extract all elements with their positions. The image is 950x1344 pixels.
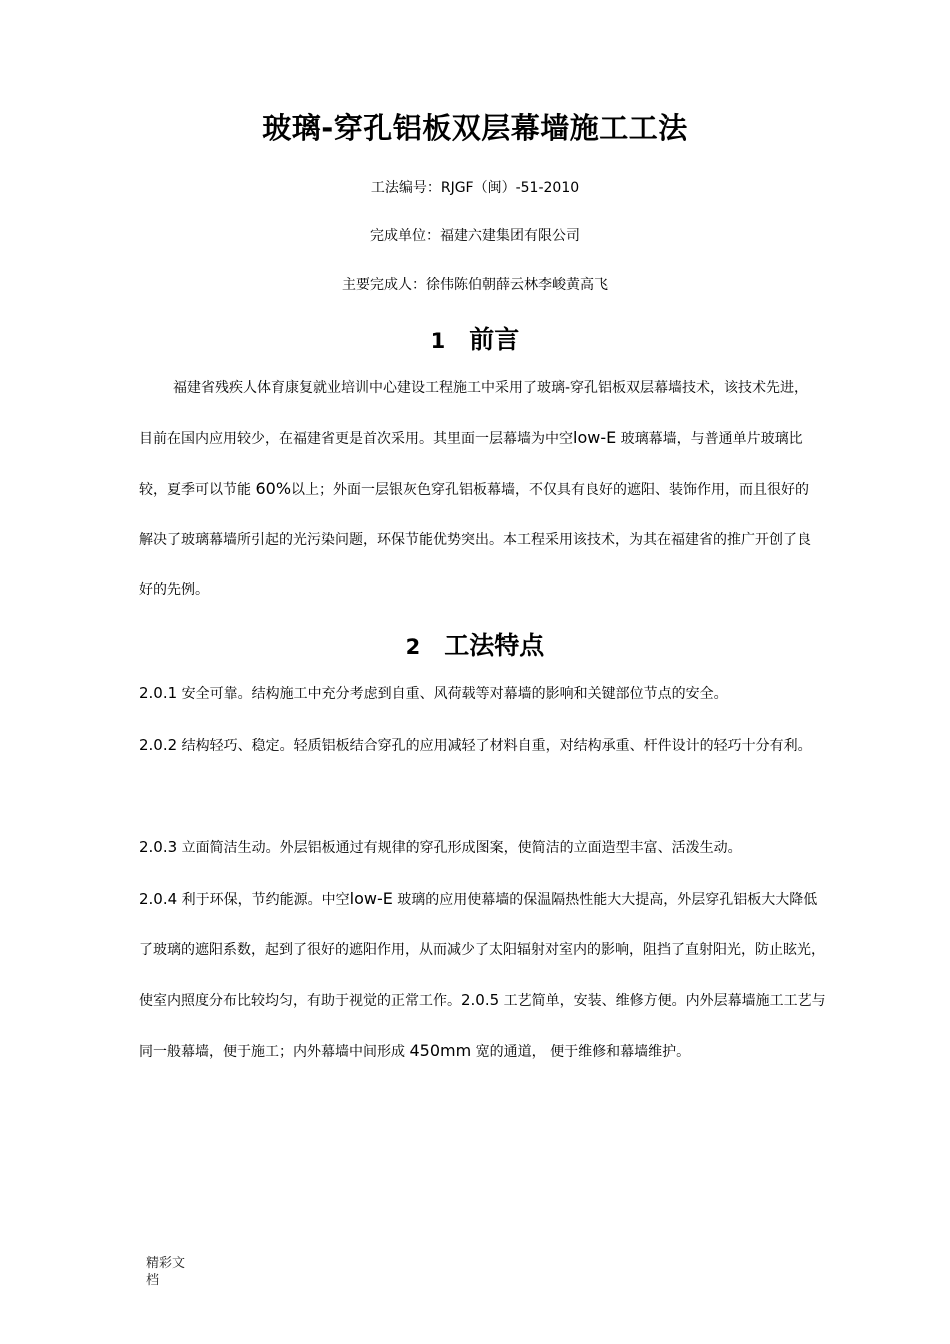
item-number: 2.0.4 <box>139 890 178 908</box>
feature-items-2-0-4-and-2-0-5 <box>139 874 829 1077</box>
energy-saving-percent: 60% <box>255 479 292 498</box>
item-text-b: 玻璃的应用使幕墙的保温隔热性能大大提高，外层穿孔铝板大大降低了玻璃的遮阳系数，起到了很好的遮阳作用，从而减少了太阳辐射对室内的影响，阻挡了直射阳光，防止眩光，使室内照度分布比较均匀，有助于视觉的正常工作。 <box>139 892 825 1009</box>
item-text: 结构轻巧、稳定。轻质铝板结合穿孔的应用减轻了材料自重，对结构承重、杆件设计的轻巧十分有利。 <box>181 738 812 754</box>
section-1-title: 前言 <box>469 325 520 354</box>
section-2-title: 工法特点 <box>444 631 545 660</box>
document-title: 玻璃-穿孔铝板双层幕墙施工工法 <box>262 111 688 145</box>
section-1-text-c: 以上；外面一层银灰色穿孔铝板幕墙，不仅具有良好的遮阳、装饰作用，而且很好的解决了玻璃幕墙所引起的光污染问题，环保节能优势突出。本工程采用该技术，为其在福建省的推广开创了良好的先例。 <box>139 482 811 598</box>
section-2-heading <box>0 626 950 662</box>
section-1-paragraph <box>139 363 819 615</box>
section-1-heading <box>0 320 950 356</box>
feature-item-2-0-2 <box>139 720 819 771</box>
item-text: 立面简洁生动。外层铝板通过有规律的穿孔形成图案，使简洁的立面造型丰富、活泼生动。 <box>181 840 742 856</box>
method-number: 工法编号：RJGF（闽）-51-2010 <box>370 180 580 196</box>
item-number: 2.0.2 <box>139 736 178 754</box>
term-lowe: low-E <box>573 428 617 447</box>
item-text-a: 利于环保，节约能源。中空 <box>181 892 350 908</box>
section-1-text-b: 玻璃幕墙，与普通单片玻璃比较，夏季可以节能 <box>139 431 803 498</box>
section-2-number: 2 <box>405 635 421 659</box>
item-number: 2.0.1 <box>139 684 178 702</box>
completion-unit: 完成单位：福建六建集团有限公司 <box>370 228 580 244</box>
item-number: 2.0.5 <box>461 991 500 1009</box>
section-1-text-a: 福建省残疾人体育康复就业培训中心建设工程施工中采用了玻璃-穿孔铝板双层幕墙技术，该技术先进，目前在国内应用较少，在福建省更是首次采用。其里面一层幕墙为中空 <box>139 380 809 447</box>
feature-item-2-0-3 <box>139 822 819 873</box>
main-authors: 主要完成人：徐伟陈伯朝薛云林李峻黄高飞 <box>342 277 608 293</box>
item-text: 安全可靠。结构施工中充分考虑到自重、风荷载等对幕墙的影响和关键部位节点的安全。 <box>181 686 728 702</box>
item-text-b: 宽的通道， 便于维修和幕墙维护。 <box>475 1044 691 1060</box>
item-text-a: 工艺简单，安装、维修方便。内外层幕墙施工工艺与同一般幕墙，便于施工；内外幕墙中间形成 <box>139 993 826 1060</box>
section-1-number: 1 <box>430 329 446 353</box>
term-lowe: low-E <box>349 889 393 908</box>
item-number: 2.0.3 <box>139 838 178 856</box>
feature-item-2-0-1 <box>139 668 819 719</box>
corridor-width: 450mm <box>409 1041 472 1060</box>
page-footer: 精彩文档 <box>146 1256 186 1288</box>
